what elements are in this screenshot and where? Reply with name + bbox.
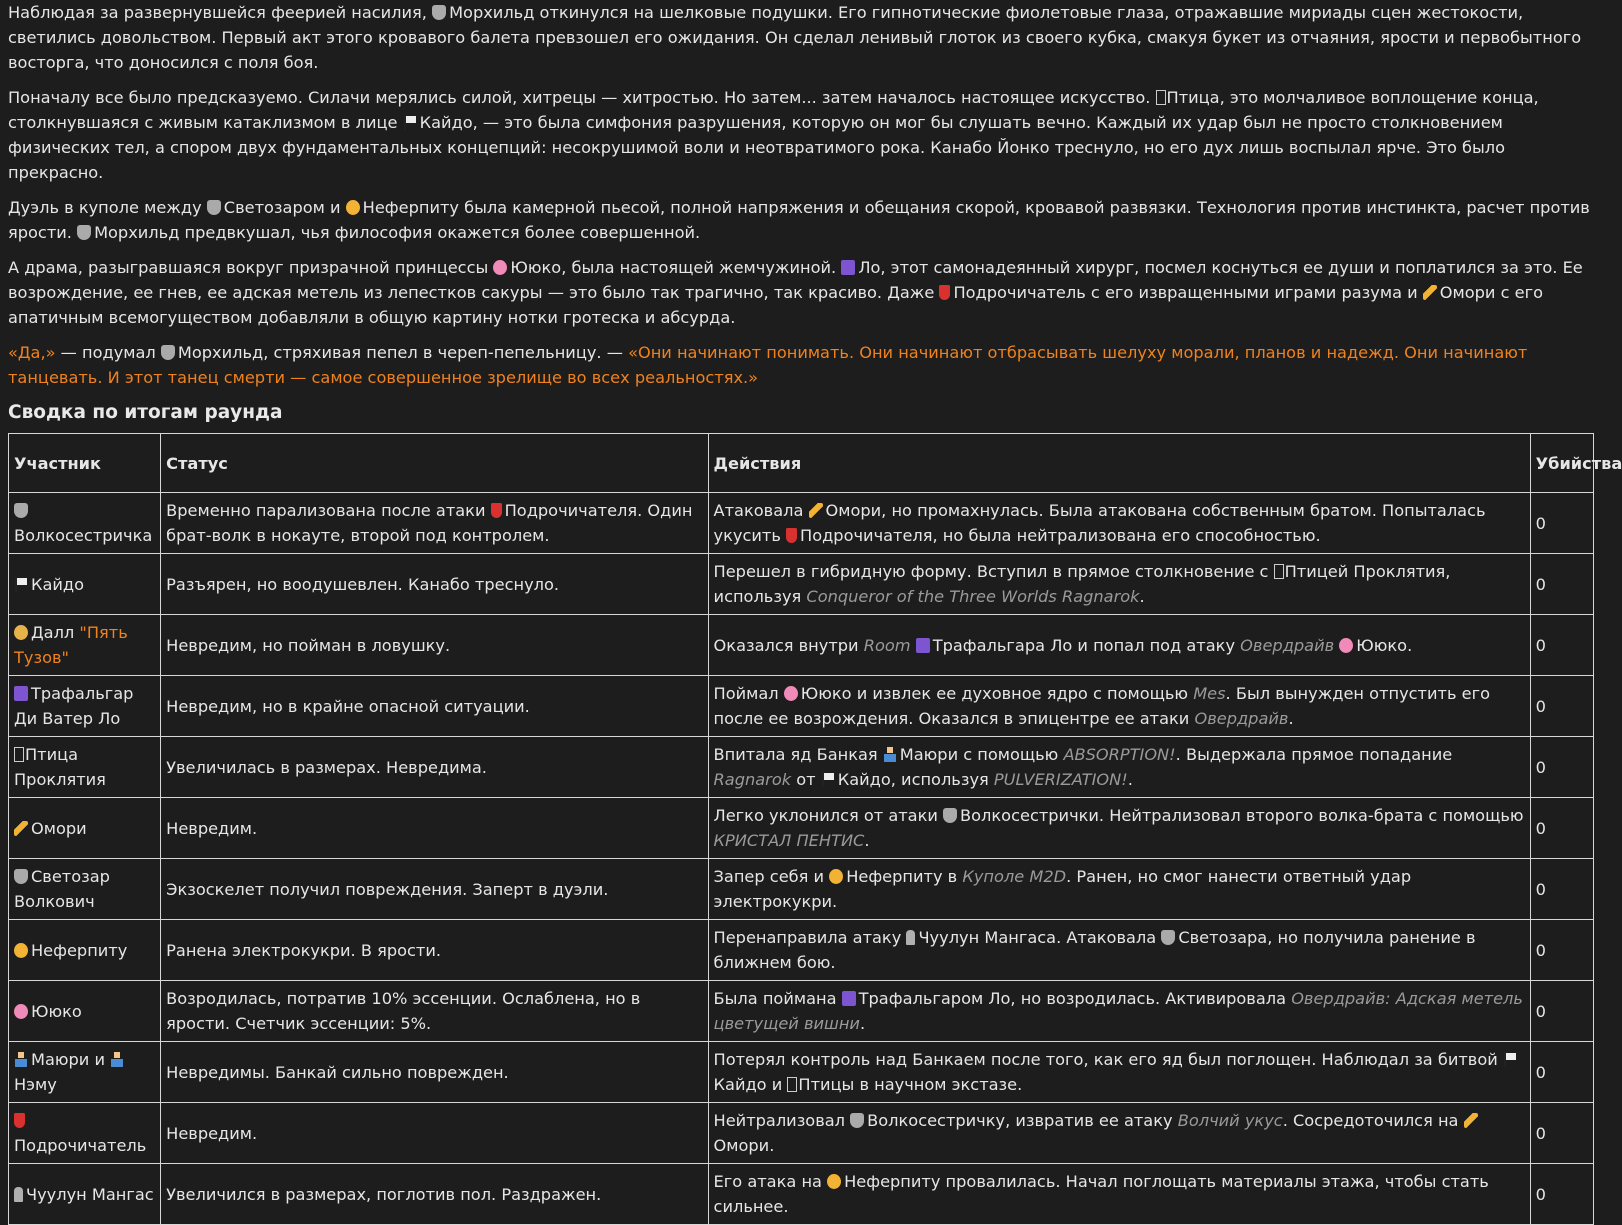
participant-name: Далл: [31, 623, 80, 642]
quote: «Они начинают понимать. Они начинают отбрасывать шелуху морали, планов и надежд. Они начинают танцевать. И этот танец смерти — самое совершенное зрелище во всех реальностях.»: [8, 343, 1528, 387]
status-cell: Экзоскелет получил повреждения. Заперт в дуэли.: [161, 859, 708, 920]
text: Птицы в научном экстазе.: [798, 1075, 1023, 1094]
status-cell: Ранена электрокукри. В ярости.: [161, 920, 708, 981]
participant-cell: [9, 798, 161, 859]
missing-glyph-icon: [1274, 564, 1284, 579]
column-header: Статус: [161, 434, 708, 493]
ability-name: Conqueror of the Three Worlds Ragnarok: [806, 587, 1140, 606]
text: Светозаром и: [223, 198, 346, 217]
text: . Был вынужден отпустить его после ее возрождения. Оказался в эпицентре ее атаки: [713, 684, 1490, 728]
pencil-icon: [1464, 1113, 1478, 1128]
ability-name: КРИСТАЛ ПЕНТИС: [713, 831, 865, 850]
text: Птица, это молчаливое воплощение конца, столкнувшаяся с живым катаклизмом в лице: [8, 88, 1539, 132]
wolf-icon: [14, 869, 28, 884]
cat-icon: [14, 943, 28, 958]
participant-alias: "Пять Тузов": [14, 623, 128, 667]
text: Волкосестрички. Нейтрализовал второго волка-брата с помощью: [960, 806, 1524, 825]
kills-cell: 0: [1530, 1042, 1593, 1103]
summary-title: Сводка по итогам раунда: [8, 402, 283, 423]
text: Трафальгаром Ло, но возродилась. Активировала: [858, 989, 1292, 1008]
person-icon: [883, 747, 897, 762]
text: Временно парализована после атаки: [166, 501, 491, 520]
table-row: [9, 554, 1594, 615]
text: Подрочичатель с его извращенными играми разума и: [953, 283, 1423, 302]
cowboy-icon: [14, 625, 28, 640]
participant-cell: [9, 493, 161, 554]
actions-cell: [708, 676, 1530, 737]
text: Поймал: [713, 684, 784, 703]
person-icon: [14, 1052, 28, 1067]
ability-name: Room: [863, 635, 911, 655]
participant-name: Неферпиту: [31, 940, 128, 960]
actions-cell: [708, 798, 1530, 859]
participant-cell: [9, 1164, 161, 1225]
text: Неферпиту в: [846, 867, 963, 886]
text: Подрочичателя. Один брат-волк в нокауте, второй под контролем.: [166, 501, 693, 545]
text: Ююко, была настоящей жемчужиной.: [510, 258, 842, 277]
pirate-flag-icon: [1503, 1052, 1517, 1067]
kills-cell: 0: [1530, 615, 1593, 676]
ability-name: ABSORPTION!: [1063, 745, 1176, 764]
text: Запер себя и: [713, 867, 830, 886]
sakura-icon: [14, 1004, 28, 1019]
text: .: [859, 1014, 866, 1033]
text: Светозара, но получила ранение в ближнем бою.: [713, 928, 1476, 972]
text: Кайдо и: [713, 1075, 788, 1094]
moai-icon: [906, 930, 915, 945]
text: Дуэль в куполе между: [8, 198, 207, 217]
wolf-icon: [943, 808, 957, 823]
text: Маюри с помощью: [899, 745, 1064, 764]
table-row: [9, 1103, 1594, 1164]
text: Его атака на: [713, 1172, 828, 1191]
participant-cell: [9, 737, 161, 798]
actions-cell: [708, 859, 1530, 920]
shield-icon: [491, 503, 502, 518]
shield-icon: [14, 1113, 25, 1128]
column-header: Действия: [708, 434, 1530, 493]
participant-name: Трафальгар Ди Ватер Ло: [14, 684, 134, 728]
text: Чуулун Мангаса. Атаковала: [918, 928, 1162, 947]
text: Омори с его апатичным всемогуществом добавляли в общую картину нотки гротеска и абсурда.: [8, 283, 1544, 327]
text: Омори.: [713, 1136, 775, 1155]
participant-name: Чуулун Мангас: [26, 1184, 154, 1204]
table-row: [9, 798, 1594, 859]
paragraph-1: [8, 0, 1594, 75]
pirate-flag-icon: [14, 577, 28, 592]
pencil-icon: [809, 503, 823, 518]
paragraph-2: [8, 85, 1594, 185]
text: . Ранен, но смог нанести ответный удар электрокукри.: [713, 867, 1412, 911]
kills-cell: 0: [1530, 981, 1593, 1042]
status-cell: Невредимы. Банкай сильно поврежден.: [161, 1042, 708, 1103]
paragraph-3: [8, 195, 1594, 245]
text: Перенаправила атаку: [713, 928, 907, 947]
text: Морхильд откинулся на шелковые подушки. Его гипнотические фиолетовые глаза, отражавшие мириады сцен жестокости, светились довольством. Первый акт этого кровавого балета превзошел его ожидания. Он сделал ленивый глоток из своего кубка, смакуя букет из отчаяния, ярости и первобытного восторга, что доносился с поля боя.: [8, 3, 1582, 72]
text: Неферпиту провалилась. Начал поглощать материалы этажа, чтобы стать сильнее.: [713, 1172, 1489, 1216]
text: А драма, разыгравшаяся вокруг призрачной принцессы: [8, 258, 494, 277]
kills-cell: 0: [1530, 676, 1593, 737]
purple-badge-icon: [14, 686, 28, 701]
text: Волкосестричку, извратив ее атаку: [867, 1111, 1178, 1130]
text: Ююко и извлек ее духовное ядро с помощью: [800, 684, 1194, 703]
sakura-icon: [784, 686, 798, 701]
text: Легко уклонился от атаки: [713, 806, 944, 825]
ability-name: Овердрайв: Адская метель цветущей вишни: [713, 989, 1523, 1033]
table-row: [9, 676, 1594, 737]
wolf-icon: [1161, 930, 1175, 945]
text: .: [1127, 770, 1133, 789]
status-cell: Невредим, но в крайне опасной ситуации.: [161, 676, 708, 737]
table-header-row: [9, 434, 1594, 493]
quote: «Да,»: [8, 343, 56, 362]
text: Была поймана: [713, 989, 842, 1008]
text: . Выдержала прямое попадание: [1175, 745, 1453, 764]
text: Атаковала: [713, 501, 809, 520]
text: Перешел в гибридную форму. Вступил в прямое столкновение с: [713, 562, 1274, 581]
participant-name: Ююко: [31, 1001, 82, 1021]
ability-name: Mes: [1193, 684, 1226, 703]
table-row: [9, 1164, 1594, 1225]
table-row: [9, 859, 1594, 920]
status-cell: Возродилась, потратив 10% эссенции. Ослаблена, но в ярости. Счетчик эссенции: 5%.: [161, 981, 708, 1042]
text: Морхильд, стряхивая пепел в череп-пепельницу. —: [177, 343, 629, 362]
text: .: [864, 831, 870, 850]
kills-cell: 0: [1530, 554, 1593, 615]
table-row: [9, 981, 1594, 1042]
participant-cell: [9, 554, 161, 615]
participant-name: Кайдо: [31, 574, 85, 594]
column-header: Участник: [9, 434, 161, 493]
missing-glyph-icon: [787, 1077, 797, 1092]
wolf-icon: [161, 345, 175, 360]
shield-icon: [939, 285, 950, 300]
text: Птицей Проклятия, используя: [713, 562, 1451, 606]
ability-name: Ragnarok: [713, 770, 792, 789]
text: Поначалу все было предсказуемо. Силачи мерялись силой, хитрецы — хитростью. Но затем... затем началось настоящее искусство.: [8, 88, 1156, 107]
paragraph-5: [8, 340, 1594, 390]
wolf-icon: [14, 503, 28, 518]
round-summary-table: [8, 433, 1622, 1225]
participant-name: Птица Проклятия: [14, 745, 106, 789]
text: Кайдо, используя: [837, 770, 994, 789]
missing-glyph-icon: [14, 747, 24, 762]
ability-name: Волчий укус: [1177, 1111, 1283, 1130]
text: Омори, но промахнулась. Была атакована собственным братом. Попыталась укусить: [713, 501, 1486, 545]
column-header: Убийства: [1530, 434, 1593, 493]
text: от: [791, 770, 821, 789]
ability-name: Овердрайв: [1194, 709, 1289, 728]
moai-icon: [14, 1187, 23, 1202]
purple-badge-icon: [842, 991, 856, 1006]
wolf-icon: [850, 1113, 864, 1128]
text: Кайдо, — это была симфония разрушения, которую он мог бы слушать вечно. Каждый их удар был не просто столкновением физических тел, а спором двух фундаментальных концепций: несокрушимой воли и неотвратимого рока. Канабо Йонко треснуло, но его дух лишь воспылал ярче. Это было прекрасно.: [8, 113, 1506, 182]
text: .: [1288, 709, 1294, 728]
text: Трафальгара Ло и попал под атаку: [932, 635, 1241, 655]
text: Нейтрализовал: [713, 1111, 851, 1130]
text: Неферпиту была камерной пьесой, полной напряжения и обещания скорой, кровавой развязки. Технология против инстинкта, расчет против ярости.: [8, 198, 1590, 242]
pirate-flag-icon: [403, 115, 417, 130]
status-cell: Увеличился в размерах, поглотив пол. Раздражен.: [161, 1164, 708, 1225]
cat-icon: [829, 869, 843, 884]
kills-cell: 0: [1530, 737, 1593, 798]
actions-cell: [708, 737, 1530, 798]
participant-cell: [9, 920, 161, 981]
participant-cell: [9, 981, 161, 1042]
text: — подумал: [55, 343, 161, 362]
participant-name: Подрочичатель: [14, 1136, 147, 1155]
purple-badge-icon: [841, 260, 855, 275]
text: Наблюдая за развернувшейся феерией насилия,: [8, 3, 433, 22]
status-cell: Разъярен, но воодушевлен. Канабо треснуло.: [161, 554, 708, 615]
status-cell: Невредим, но пойман в ловушку.: [161, 615, 708, 676]
participant-cell: [9, 1042, 161, 1103]
wolf-icon: [77, 225, 91, 240]
actions-cell: [708, 493, 1530, 554]
status-cell: [161, 493, 708, 554]
participant-name: Омори: [31, 818, 87, 838]
participant-name: Светозар Волкович: [14, 867, 110, 911]
status-cell: Увеличилась в размерах. Невредима.: [161, 737, 708, 798]
actions-cell: [708, 1103, 1530, 1164]
text: Подрочичателя, но была нейтрализована его способностью.: [800, 526, 1321, 545]
ability-name: Куполе M2D: [962, 867, 1067, 886]
kills-cell: 0: [1530, 859, 1593, 920]
actions-cell: [708, 1164, 1530, 1225]
kills-cell: 0: [1530, 1164, 1593, 1225]
text: Ююко.: [1356, 635, 1413, 655]
table-row: [9, 493, 1594, 554]
participant-cell: [9, 1103, 161, 1164]
table-row: [9, 1042, 1594, 1103]
cat-icon: [346, 200, 360, 215]
participant-cell: [9, 676, 161, 737]
actions-cell: [708, 615, 1530, 676]
text: Потерял контроль над Банкаем после того, как его яд был поглощен. Наблюдал за битвой: [713, 1050, 1503, 1069]
actions-cell: [708, 554, 1530, 615]
participant-cell: [9, 859, 161, 920]
participant-cell: [9, 615, 161, 676]
kills-cell: 0: [1530, 1103, 1593, 1164]
sakura-icon: [1339, 638, 1353, 653]
status-cell: Невредим.: [161, 798, 708, 859]
table-row: [9, 615, 1594, 676]
participant-name: Волкосестричка: [14, 526, 153, 545]
participant-name: Нэму: [14, 1075, 57, 1094]
kills-cell: 0: [1530, 920, 1593, 981]
text: Ло, этот самонадеянный хирург, посмел коснуться ее души и поплатился за это. Ее возрождение, ее гнев, ее адская метель из лепестков сакуры — это было так трагично, так красиво. Даже: [8, 258, 1583, 302]
paragraph-4: [8, 255, 1594, 330]
wolf-icon: [432, 5, 446, 20]
participant-name: Маюри и: [31, 1050, 111, 1069]
status-cell: Невредим.: [161, 1103, 708, 1164]
text: . Сосредоточился на: [1282, 1111, 1464, 1130]
actions-cell: [708, 981, 1530, 1042]
ability-name: Овердрайв: [1240, 635, 1335, 655]
pencil-icon: [14, 821, 28, 836]
text: Морхильд предвкушал, чья философия окажется более совершенной.: [94, 223, 701, 242]
text: Впитала яд Банкая: [713, 745, 883, 764]
table-row: [9, 920, 1594, 981]
ability-name: PULVERIZATION!: [993, 770, 1128, 789]
person-icon: [110, 1052, 124, 1067]
purple-badge-icon: [916, 638, 930, 653]
pirate-flag-icon: [821, 772, 835, 787]
cat-icon: [827, 1174, 841, 1189]
sakura-icon: [493, 260, 507, 275]
shield-icon: [786, 528, 797, 543]
kills-cell: 0: [1530, 798, 1593, 859]
actions-cell: [708, 1042, 1530, 1103]
actions-cell: [708, 920, 1530, 981]
missing-glyph-icon: [1156, 90, 1166, 105]
kills-cell: 0: [1530, 493, 1593, 554]
text: .: [1139, 587, 1145, 606]
pencil-icon: [1423, 285, 1437, 300]
text: Оказался внутри: [713, 635, 864, 655]
wolf-icon: [207, 200, 221, 215]
table-row: [9, 737, 1594, 798]
